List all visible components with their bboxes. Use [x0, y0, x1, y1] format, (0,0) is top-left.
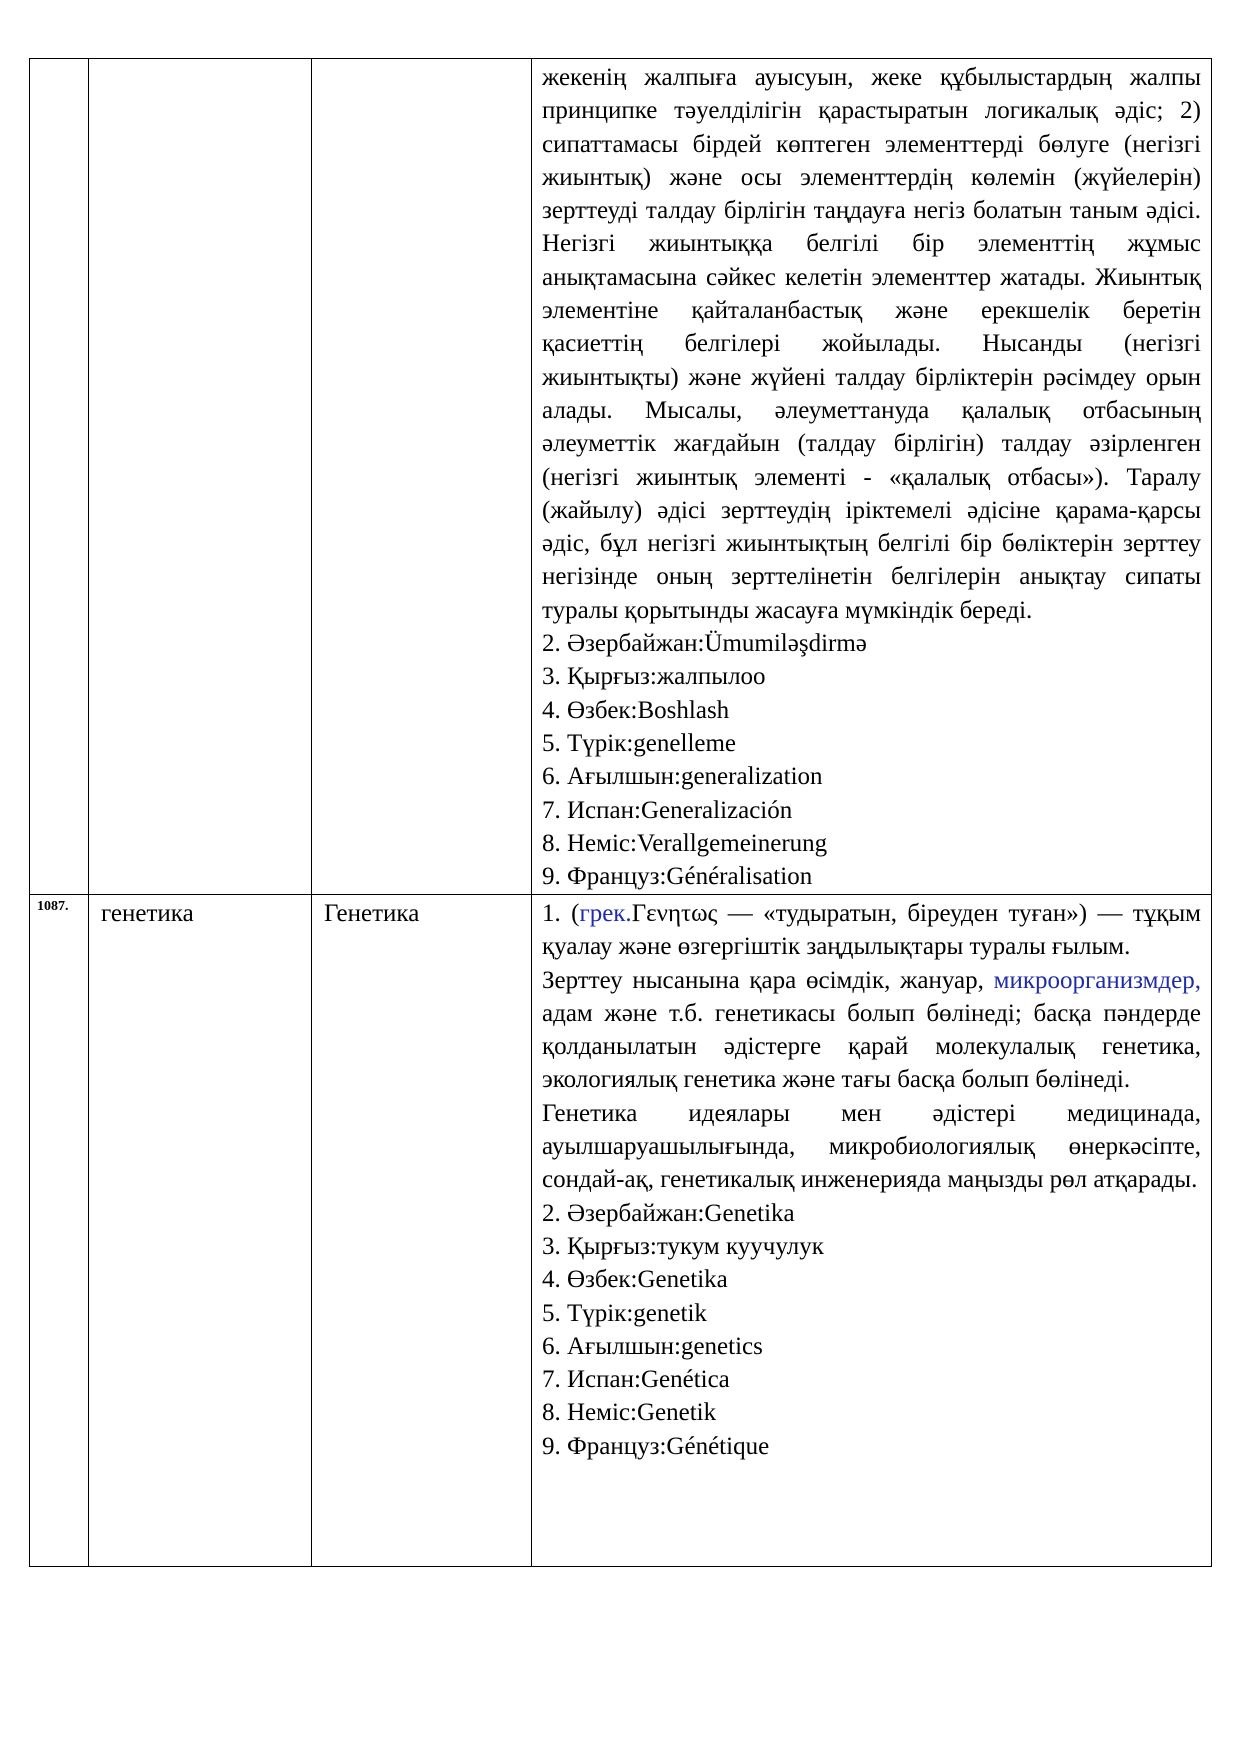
translation-spanish: 7. Испан:Genética [542, 1366, 730, 1394]
definition-number: 1. ( [542, 900, 580, 927]
dictionary-table [29, 58, 1212, 1567]
translation-turkish: 5. Түрік:genetik [542, 1299, 707, 1327]
greek-link[interactable]: грек. [579, 900, 632, 927]
definition-cell [532, 895, 1212, 1567]
translation-azerbaijani: 2. Әзербайжан:Genetika [542, 1199, 795, 1227]
translation-turkish: 5. Түрік:genelleme [542, 729, 737, 757]
translation-english: 6. Ағылшын:generalization [542, 763, 823, 791]
term-kaz: генетика [89, 895, 312, 1567]
translation-azerbaijani: 2. Әзербайжан:Ümumiləşdirmə [542, 630, 867, 658]
translations-list [542, 1197, 1201, 1463]
translation-english: 6. Ағылшын:genetics [542, 1332, 763, 1360]
definition-paragraph-1 [542, 897, 1201, 964]
translation-french: 9. Француз:Généralisation [542, 863, 813, 891]
entry-number: 1087. [30, 895, 89, 1567]
translation-kyrgyz: 3. Қырғыз:жалпылоо [542, 663, 766, 691]
translation-uzbek: 4. Өзбек:Genetika [542, 1266, 728, 1294]
translation-german: 8. Неміс:Genetik [542, 1399, 717, 1427]
translations-list [542, 627, 1201, 893]
translation-spanish: 7. Испан:Generalización [542, 796, 793, 824]
definition-text: Γενητως — «тудыратын, біреуден туған») — тұқым қуалау және өзгергіштік заңдылықтары туралы ғылым. [542, 900, 1201, 961]
term-kaz-cell [89, 59, 312, 895]
translation-french: 9. Француз:Génétique [542, 1432, 770, 1460]
definition-continued-text: жекенің жалпыға ауысуын, жеке құбылыстардың жалпы принципке тәуелділігін қарастыратын логикалық әдіс; 2) сипаттамасы бірдей көптеген элементтерді бөлуге (негізгі жиынтық) және осы элементтердің көлемін (жүйелерін) зерттеуді талдау бірлігін таңдауға негіз болатын таным әдісі. Негізгі жиынтыққа белгілі бір элементтің жұмыс анықтамасына сәйкес келетін элементтер жатады. Жиынтық элементіне қайталанбастық және ерекшелік беретін қасиеттің белгілері жойылады. Нысанды (негізгі жиынтықты) және жүйені талдау бірліктерін рәсімдеу орын алады. Мысалы, әлеуметтануда қалалық отбасының әлеуметтік жағдайын (талдау бірлігін) талдау әзірленген (негізгі жиынтық элементі - «қалалық отбасы»). Таралу (жайылу) әдісі зерттеудің іріктемелі әдісіне қарама-қарсы әдіс, бұл негізгі жиынтықтың белгілі бір бөліктерін зерттеу негізінде оның зерттелінетін белгілерін анықтау сипаты туралы қорытынды жасауға мүмкіндік береді. [542, 64, 1201, 624]
definition-paragraph-3: Генетика идеялары мен әдістері медицинада, ауылшаруашылығында, микробиологиялық өнеркәсіпте, сондай-ақ, генетикалық инженерияда маңызды рөл атқарады. [542, 1099, 1201, 1194]
translation-german: 8. Неміс:Verallgemeinerung [542, 829, 828, 857]
table-row [30, 895, 1212, 1567]
microorganisms-link[interactable]: микроорганизмдер, [993, 966, 1202, 994]
paragraph-2-start: Зерттеу нысанына қара өсімдік, жануар, [542, 966, 984, 994]
translation-uzbek: 4. Өзбек:Boshlash [542, 696, 730, 724]
definition-paragraph-2 [542, 964, 1201, 1097]
definition-cell [532, 59, 1212, 895]
translation-kyrgyz: 3. Қырғыз:тукум куучулук [542, 1232, 824, 1260]
term-rus-cell [312, 59, 532, 895]
paragraph-2-rest: адам және т.б. генетикасы болып бөлінеді; басқа пәндерде қолданылатын әдістерге қарай молекулалық генетика, экологиялық генетика және тағы басқа болып бөлінеді. [542, 999, 1201, 1094]
table-row [30, 59, 1212, 895]
entry-number-cell [30, 59, 89, 895]
term-rus: Генетика [312, 895, 532, 1567]
